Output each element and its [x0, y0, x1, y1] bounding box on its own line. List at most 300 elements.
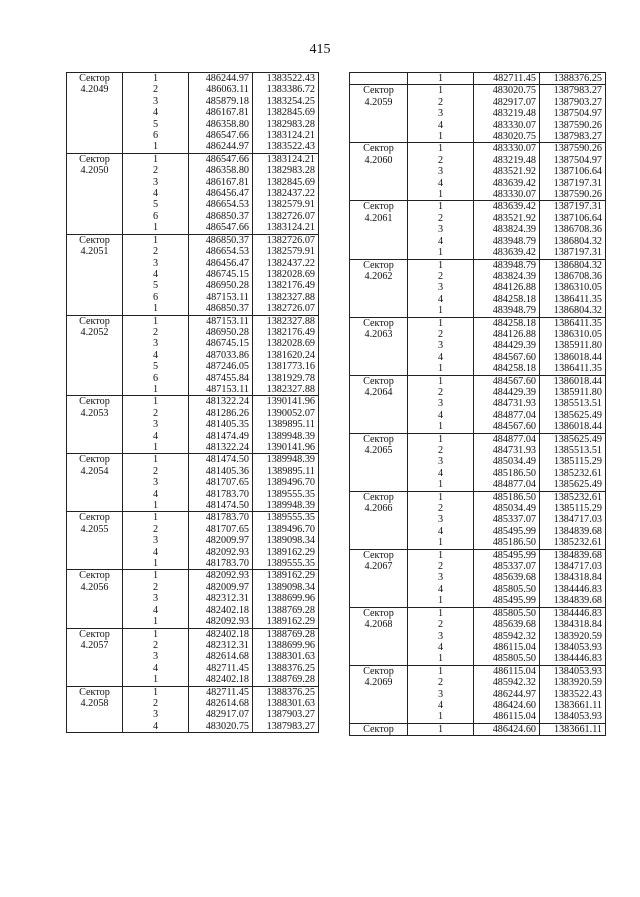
sector-name: Сектор — [350, 433, 408, 445]
point-number: 3 — [123, 96, 189, 107]
sector-name: Сектор — [67, 686, 123, 698]
y-coordinate: 1387590.26 — [540, 189, 606, 201]
sector-code: 4.2057 — [67, 640, 123, 651]
y-coordinate: 1388301.63 — [253, 651, 319, 662]
table-row — [350, 410, 606, 421]
y-coordinate: 1387903.27 — [540, 97, 606, 108]
sector-code: 4.2049 — [67, 84, 123, 95]
y-coordinate: 1382176.49 — [253, 327, 319, 338]
sector-cell — [67, 119, 123, 130]
x-coordinate: 483219.48 — [474, 108, 540, 119]
point-number: 1 — [408, 491, 474, 503]
point-number: 1 — [408, 305, 474, 317]
x-coordinate: 486950.28 — [189, 327, 253, 338]
y-coordinate: 1382845.69 — [253, 107, 319, 118]
y-coordinate: 1384053.93 — [540, 665, 606, 677]
y-coordinate: 1381620.24 — [253, 350, 319, 361]
x-coordinate: 486167.81 — [189, 107, 253, 118]
sector-cell — [67, 373, 123, 384]
table-row — [350, 723, 606, 735]
x-coordinate: 486358.80 — [189, 165, 253, 176]
y-coordinate: 1386018.44 — [540, 352, 606, 363]
sector-code: 4.2064 — [350, 387, 408, 398]
sector-name — [350, 73, 408, 85]
sector-cell — [67, 663, 123, 674]
table-row — [67, 96, 319, 107]
table-row — [67, 454, 319, 466]
x-coordinate: 483020.75 — [474, 131, 540, 143]
point-number: 2 — [408, 97, 474, 108]
table-row — [350, 189, 606, 201]
sector-cell — [67, 500, 123, 512]
point-number: 3 — [123, 535, 189, 546]
y-coordinate: 1384318.84 — [540, 572, 606, 583]
sector-cell — [350, 526, 408, 537]
x-coordinate: 481322.24 — [189, 396, 253, 408]
x-coordinate: 483330.07 — [474, 143, 540, 155]
x-coordinate: 486424.60 — [474, 700, 540, 711]
x-coordinate: 482312.31 — [189, 640, 253, 651]
y-coordinate: 1382437.22 — [253, 258, 319, 269]
point-number: 4 — [123, 107, 189, 118]
x-coordinate: 483219.48 — [474, 155, 540, 166]
x-coordinate: 486115.04 — [474, 711, 540, 723]
sector-cell — [67, 442, 123, 454]
table-row — [67, 442, 319, 454]
table-row — [350, 619, 606, 630]
sector-name: Сектор — [350, 375, 408, 387]
y-coordinate: 1387197.31 — [540, 201, 606, 213]
y-coordinate: 1382983.28 — [253, 165, 319, 176]
sector-name: Сектор — [350, 201, 408, 213]
sector-name: Сектор — [350, 259, 408, 271]
table-row — [67, 396, 319, 408]
table-row — [350, 526, 606, 537]
x-coordinate: 481474.50 — [189, 500, 253, 512]
point-number: 1 — [123, 558, 189, 570]
table-row — [350, 584, 606, 595]
y-coordinate: 1382579.91 — [253, 199, 319, 210]
table-row — [350, 572, 606, 583]
y-coordinate: 1388699.96 — [253, 593, 319, 604]
point-number: 2 — [408, 619, 474, 630]
y-coordinate: 1386018.44 — [540, 421, 606, 433]
x-coordinate: 485805.50 — [474, 653, 540, 665]
y-coordinate: 1389948.39 — [253, 500, 319, 512]
y-coordinate: 1389948.39 — [253, 431, 319, 442]
y-coordinate: 1388699.96 — [253, 640, 319, 651]
y-coordinate: 1384839.68 — [540, 549, 606, 561]
sector-cell — [350, 108, 408, 119]
sector-code: 4.2068 — [350, 619, 408, 630]
x-coordinate: 483639.42 — [474, 201, 540, 213]
table-row — [350, 595, 606, 607]
sector-cell — [67, 651, 123, 662]
point-number: 1 — [123, 234, 189, 246]
table-row — [67, 165, 319, 176]
y-coordinate: 1387197.31 — [540, 178, 606, 189]
point-number: 1 — [123, 73, 189, 85]
y-coordinate: 1382726.07 — [253, 211, 319, 222]
table-row — [67, 651, 319, 662]
table-row — [67, 338, 319, 349]
sector-cell — [67, 709, 123, 720]
point-number: 1 — [408, 549, 474, 561]
point-number: 1 — [408, 259, 474, 271]
sector-cell — [67, 477, 123, 488]
sector-name: Сектор — [350, 143, 408, 155]
table-row — [67, 698, 319, 709]
table-row — [67, 512, 319, 524]
y-coordinate: 1384446.83 — [540, 653, 606, 665]
y-coordinate: 1384717.03 — [540, 561, 606, 572]
sector-cell — [67, 292, 123, 303]
x-coordinate: 482402.18 — [189, 674, 253, 686]
table-row — [350, 665, 606, 677]
y-coordinate: 1387903.27 — [253, 709, 319, 720]
x-coordinate: 485495.99 — [474, 549, 540, 561]
table-row — [350, 97, 606, 108]
x-coordinate: 486456.47 — [189, 188, 253, 199]
table-row — [67, 199, 319, 210]
point-number: 2 — [123, 582, 189, 593]
table-row — [350, 271, 606, 282]
y-coordinate: 1389098.34 — [253, 582, 319, 593]
table-row — [350, 213, 606, 224]
sector-code: 4.2055 — [67, 524, 123, 535]
sector-code: 4.2053 — [67, 408, 123, 419]
point-number: 4 — [123, 269, 189, 280]
x-coordinate: 481707.65 — [189, 524, 253, 535]
table-row — [67, 177, 319, 188]
x-coordinate: 486244.97 — [189, 141, 253, 153]
table-row — [67, 489, 319, 500]
sector-name: Сектор — [67, 628, 123, 640]
point-number: 1 — [408, 143, 474, 155]
x-coordinate: 487153.11 — [189, 384, 253, 396]
sector-code: 4.2054 — [67, 466, 123, 477]
table-row — [67, 570, 319, 582]
x-coordinate: 482711.45 — [189, 663, 253, 674]
sector-cell — [350, 305, 408, 317]
table-row — [67, 361, 319, 372]
point-number: 4 — [408, 178, 474, 189]
sector-cell — [67, 489, 123, 500]
y-coordinate: 1383920.59 — [540, 631, 606, 642]
x-coordinate: 484877.04 — [474, 433, 540, 445]
sector-cell — [350, 166, 408, 177]
y-coordinate: 1383661.11 — [540, 700, 606, 711]
y-coordinate: 1382726.07 — [253, 303, 319, 315]
x-coordinate: 485034.49 — [474, 503, 540, 514]
x-coordinate: 483330.07 — [474, 189, 540, 201]
sector-name: Сектор — [350, 317, 408, 329]
point-number: 2 — [408, 271, 474, 282]
x-coordinate: 485805.50 — [474, 607, 540, 619]
x-coordinate: 483020.75 — [474, 85, 540, 97]
y-coordinate: 1385625.49 — [540, 410, 606, 421]
point-number: 4 — [123, 663, 189, 674]
sector-code: 4.2052 — [67, 327, 123, 338]
x-coordinate: 481405.36 — [189, 466, 253, 477]
y-coordinate: 1386804.32 — [540, 305, 606, 317]
table-row — [67, 222, 319, 234]
y-coordinate: 1389496.70 — [253, 477, 319, 488]
table-row — [67, 384, 319, 396]
sector-cell — [67, 303, 123, 315]
sector-cell — [67, 177, 123, 188]
point-number: 5 — [123, 280, 189, 291]
sector-cell — [67, 558, 123, 570]
y-coordinate: 1386708.36 — [540, 271, 606, 282]
table-row — [350, 479, 606, 491]
y-coordinate: 1384318.84 — [540, 619, 606, 630]
coordinates-table-left — [66, 72, 319, 733]
x-coordinate: 485186.50 — [474, 491, 540, 503]
y-coordinate: 1386411.35 — [540, 363, 606, 375]
table-row — [67, 408, 319, 419]
x-coordinate: 485639.68 — [474, 619, 540, 630]
sector-cell — [350, 247, 408, 259]
sector-cell — [67, 188, 123, 199]
point-number: 1 — [408, 479, 474, 491]
sector-cell — [350, 572, 408, 583]
point-number: 1 — [123, 616, 189, 628]
table-row — [67, 269, 319, 280]
point-number: 3 — [123, 419, 189, 430]
x-coordinate: 482917.07 — [474, 97, 540, 108]
sector-cell — [350, 363, 408, 375]
table-row — [350, 631, 606, 642]
sector-cell — [350, 711, 408, 723]
x-coordinate: 482092.93 — [189, 616, 253, 628]
table-row — [67, 466, 319, 477]
point-number: 4 — [408, 584, 474, 595]
table-row — [350, 607, 606, 619]
sector-code: 4.2067 — [350, 561, 408, 572]
sector-cell — [350, 410, 408, 421]
y-coordinate: 1381929.78 — [253, 373, 319, 384]
x-coordinate: 484877.04 — [474, 410, 540, 421]
point-number: 3 — [123, 477, 189, 488]
x-coordinate: 484126.88 — [474, 282, 540, 293]
x-coordinate: 482614.68 — [189, 698, 253, 709]
y-coordinate: 1383124.21 — [253, 130, 319, 141]
point-number: 4 — [408, 352, 474, 363]
x-coordinate: 484429.39 — [474, 387, 540, 398]
y-coordinate: 1386411.35 — [540, 317, 606, 329]
sector-cell — [350, 120, 408, 131]
y-coordinate: 1382845.69 — [253, 177, 319, 188]
table-row — [67, 373, 319, 384]
table-row — [67, 582, 319, 593]
table-row — [350, 224, 606, 235]
sector-code: 4.2059 — [350, 97, 408, 108]
y-coordinate: 1387590.26 — [540, 143, 606, 155]
y-coordinate: 1385513.51 — [540, 398, 606, 409]
table-row — [350, 456, 606, 467]
point-number: 1 — [408, 421, 474, 433]
y-coordinate: 1387590.26 — [540, 120, 606, 131]
table-row — [350, 108, 606, 119]
x-coordinate: 485034.49 — [474, 456, 540, 467]
sector-cell — [67, 258, 123, 269]
y-coordinate: 1385625.49 — [540, 433, 606, 445]
x-coordinate: 483948.79 — [474, 305, 540, 317]
sector-code: 4.2069 — [350, 677, 408, 688]
point-number: 1 — [408, 189, 474, 201]
point-number: 1 — [123, 442, 189, 454]
sector-cell — [350, 700, 408, 711]
table-row — [350, 398, 606, 409]
table-row — [350, 259, 606, 271]
sector-cell — [67, 96, 123, 107]
table-row — [350, 131, 606, 143]
table-row — [350, 491, 606, 503]
sector-cell — [67, 211, 123, 222]
table-row — [67, 292, 319, 303]
x-coordinate: 482402.18 — [189, 605, 253, 616]
y-coordinate: 1385232.61 — [540, 537, 606, 549]
left-table-body — [67, 73, 319, 733]
x-coordinate: 487153.11 — [189, 292, 253, 303]
point-number: 1 — [408, 665, 474, 677]
table-row — [350, 700, 606, 711]
point-number: 2 — [408, 329, 474, 340]
table-row — [67, 674, 319, 686]
y-coordinate: 1384053.93 — [540, 642, 606, 653]
table-row — [350, 363, 606, 375]
point-number: 2 — [123, 327, 189, 338]
x-coordinate: 481707.65 — [189, 477, 253, 488]
table-row — [67, 535, 319, 546]
table-row — [350, 468, 606, 479]
sector-code: 4.2063 — [350, 329, 408, 340]
table-row — [350, 73, 606, 85]
point-number: 1 — [123, 222, 189, 234]
sector-name: Сектор — [350, 491, 408, 503]
sector-name: Сектор — [350, 85, 408, 97]
sector-name: Сектор — [350, 665, 408, 677]
sector-cell — [67, 605, 123, 616]
point-number: 2 — [408, 677, 474, 688]
table-row — [67, 640, 319, 651]
x-coordinate: 485495.99 — [474, 595, 540, 607]
coordinates-table-right — [349, 72, 606, 736]
sector-cell — [67, 431, 123, 442]
y-coordinate: 1384717.03 — [540, 514, 606, 525]
table-row — [350, 155, 606, 166]
y-coordinate: 1382437.22 — [253, 188, 319, 199]
sector-name: Сектор — [67, 570, 123, 582]
point-number: 4 — [408, 700, 474, 711]
sector-name: Сектор — [67, 234, 123, 246]
table-row — [67, 477, 319, 488]
sector-cell — [67, 384, 123, 396]
x-coordinate: 484126.88 — [474, 329, 540, 340]
y-coordinate: 1383124.21 — [253, 222, 319, 234]
sector-cell — [350, 468, 408, 479]
point-number: 1 — [123, 674, 189, 686]
sector-cell — [350, 595, 408, 607]
sector-cell — [350, 514, 408, 525]
y-coordinate: 1382028.69 — [253, 338, 319, 349]
point-number: 4 — [408, 526, 474, 537]
x-coordinate: 482402.18 — [189, 628, 253, 640]
x-coordinate: 481474.50 — [189, 454, 253, 466]
table-row — [67, 141, 319, 153]
point-number: 1 — [123, 396, 189, 408]
y-coordinate: 1387983.27 — [540, 131, 606, 143]
x-coordinate: 483639.42 — [474, 178, 540, 189]
x-coordinate: 482711.45 — [189, 686, 253, 698]
table-row — [350, 677, 606, 688]
point-number: 1 — [408, 73, 474, 85]
sector-cell — [67, 547, 123, 558]
point-number: 1 — [408, 375, 474, 387]
sector-cell — [350, 584, 408, 595]
x-coordinate: 481286.26 — [189, 408, 253, 419]
x-coordinate: 485639.68 — [474, 572, 540, 583]
y-coordinate: 1383386.72 — [253, 84, 319, 95]
point-number: 2 — [123, 466, 189, 477]
y-coordinate: 1390141.96 — [253, 442, 319, 454]
y-coordinate: 1387504.97 — [540, 108, 606, 119]
x-coordinate: 484567.60 — [474, 352, 540, 363]
y-coordinate: 1388769.28 — [253, 628, 319, 640]
y-coordinate: 1383661.11 — [540, 723, 606, 735]
sector-code: 4.2058 — [67, 698, 123, 709]
point-number: 2 — [408, 213, 474, 224]
sector-code: 4.2062 — [350, 271, 408, 282]
x-coordinate: 484567.60 — [474, 421, 540, 433]
x-coordinate: 487153.11 — [189, 315, 253, 327]
point-number: 1 — [408, 201, 474, 213]
sector-cell — [350, 421, 408, 433]
table-row — [350, 433, 606, 445]
x-coordinate: 486167.81 — [189, 177, 253, 188]
table-row — [67, 73, 319, 85]
sector-cell — [67, 269, 123, 280]
x-coordinate: 482917.07 — [189, 709, 253, 720]
sector-cell — [67, 141, 123, 153]
point-number: 1 — [408, 363, 474, 375]
table-row — [350, 329, 606, 340]
x-coordinate: 485942.32 — [474, 677, 540, 688]
point-number: 1 — [123, 315, 189, 327]
y-coordinate: 1388301.63 — [253, 698, 319, 709]
point-number: 2 — [123, 165, 189, 176]
x-coordinate: 485879.18 — [189, 96, 253, 107]
table-row — [67, 234, 319, 246]
sector-cell — [67, 721, 123, 733]
sector-cell — [67, 130, 123, 141]
table-row — [67, 500, 319, 512]
table-row — [67, 280, 319, 291]
y-coordinate: 1388769.28 — [253, 674, 319, 686]
y-coordinate: 1382327.88 — [253, 292, 319, 303]
table-row — [67, 258, 319, 269]
table-row — [350, 653, 606, 665]
point-number: 2 — [123, 640, 189, 651]
point-number: 3 — [408, 572, 474, 583]
point-number: 2 — [408, 445, 474, 456]
sector-cell — [350, 178, 408, 189]
y-coordinate: 1383522.43 — [253, 73, 319, 85]
sector-cell — [350, 689, 408, 700]
point-number: 3 — [408, 224, 474, 235]
x-coordinate: 487033.86 — [189, 350, 253, 361]
